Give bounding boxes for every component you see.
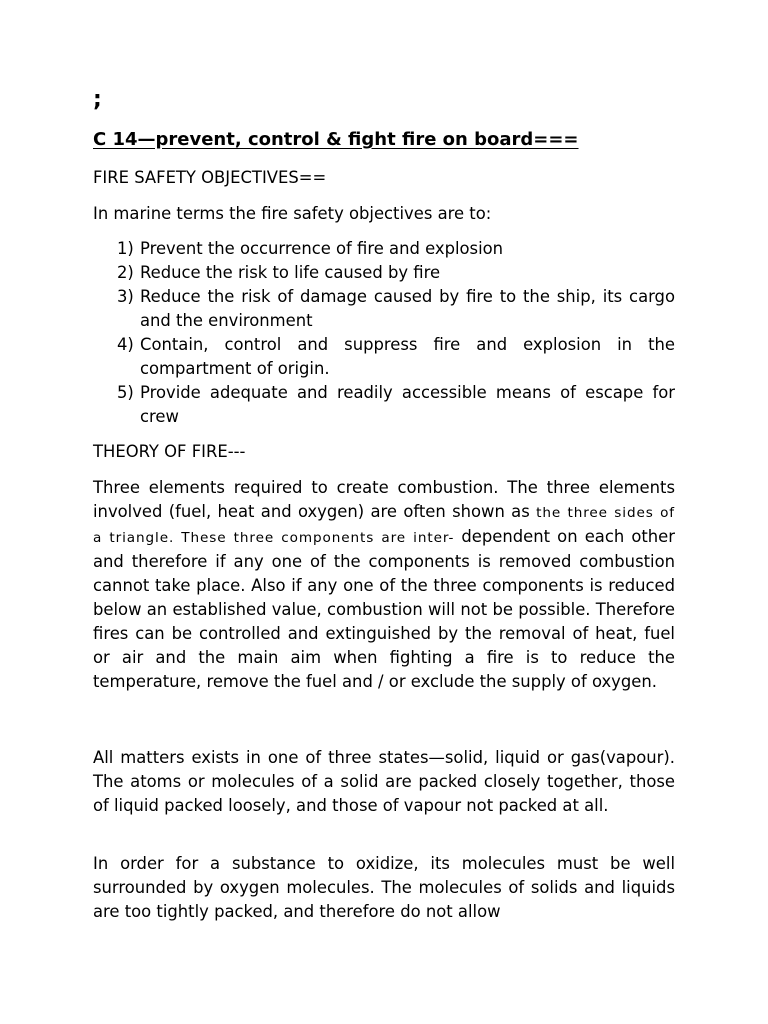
list-item bbox=[93, 237, 675, 261]
list-item-number: 4) bbox=[117, 335, 134, 354]
intro-text: In marine terms the fire safety objectives are to: bbox=[93, 204, 492, 223]
list-item-text: Provide adequate and readily accessible means of escape for crew bbox=[140, 383, 675, 426]
objectives-list bbox=[93, 237, 675, 429]
paragraph-states: All matters exists in one of three states—solid, liquid or gas(vapour). The atoms or molecules of a solid are packed closely together, those of liquid packed loosely, and those of vapour not packed at all. bbox=[93, 748, 675, 815]
list-item bbox=[93, 285, 675, 333]
paragraph-small-text: the three sides of a triangle. These three components are inter- bbox=[93, 505, 675, 546]
list-item-number: 2) bbox=[117, 263, 134, 282]
stray-mark: ; bbox=[93, 87, 102, 112]
paragraph-text: Three elements required to create combustion. The three elements involved (fuel, heat and oxygen) are often shown as bbox=[93, 478, 675, 521]
list-item-number: 3) bbox=[117, 287, 134, 306]
list-item-text: Prevent the occurrence of fire and explosion bbox=[140, 239, 504, 258]
paragraph-oxidize: In order for a substance to oxidize, its molecules must be well surrounded by oxygen molecules. The molecules of solids and liquids are too tightly packed, and therefore do not allow bbox=[93, 854, 675, 921]
list-item bbox=[93, 333, 675, 381]
list-item-text: Reduce the risk of damage caused by fire to the ship, its cargo and the environment bbox=[140, 287, 675, 330]
paragraph-text: dependent on each other and therefore if any one of the components is removed combustion cannot take place. Also if any one of the three components is reduced below an established value, combustion will not be possible. Therefore fires can be controlled and extinguished by the removal of heat, fuel or air and the main aim when fighting a fire is to reduce the temperature, remove the fuel and / or exclude the supply of oxygen. bbox=[93, 527, 675, 691]
section-heading-objectives: FIRE SAFETY OBJECTIVES== bbox=[93, 168, 327, 187]
list-item-text: Reduce the risk to life caused by fire bbox=[140, 263, 441, 282]
list-item-number: 5) bbox=[117, 383, 134, 402]
paragraph-theory bbox=[93, 476, 675, 694]
list-item-text: Contain, control and suppress fire and explosion in the compartment of origin. bbox=[140, 335, 675, 378]
list-item bbox=[93, 261, 675, 285]
page-title: C 14—prevent, control & fight fire on board=== bbox=[93, 129, 579, 150]
section-heading-theory: THEORY OF FIRE--- bbox=[93, 442, 246, 461]
list-item-number: 1) bbox=[117, 239, 134, 258]
list-item bbox=[93, 381, 675, 429]
